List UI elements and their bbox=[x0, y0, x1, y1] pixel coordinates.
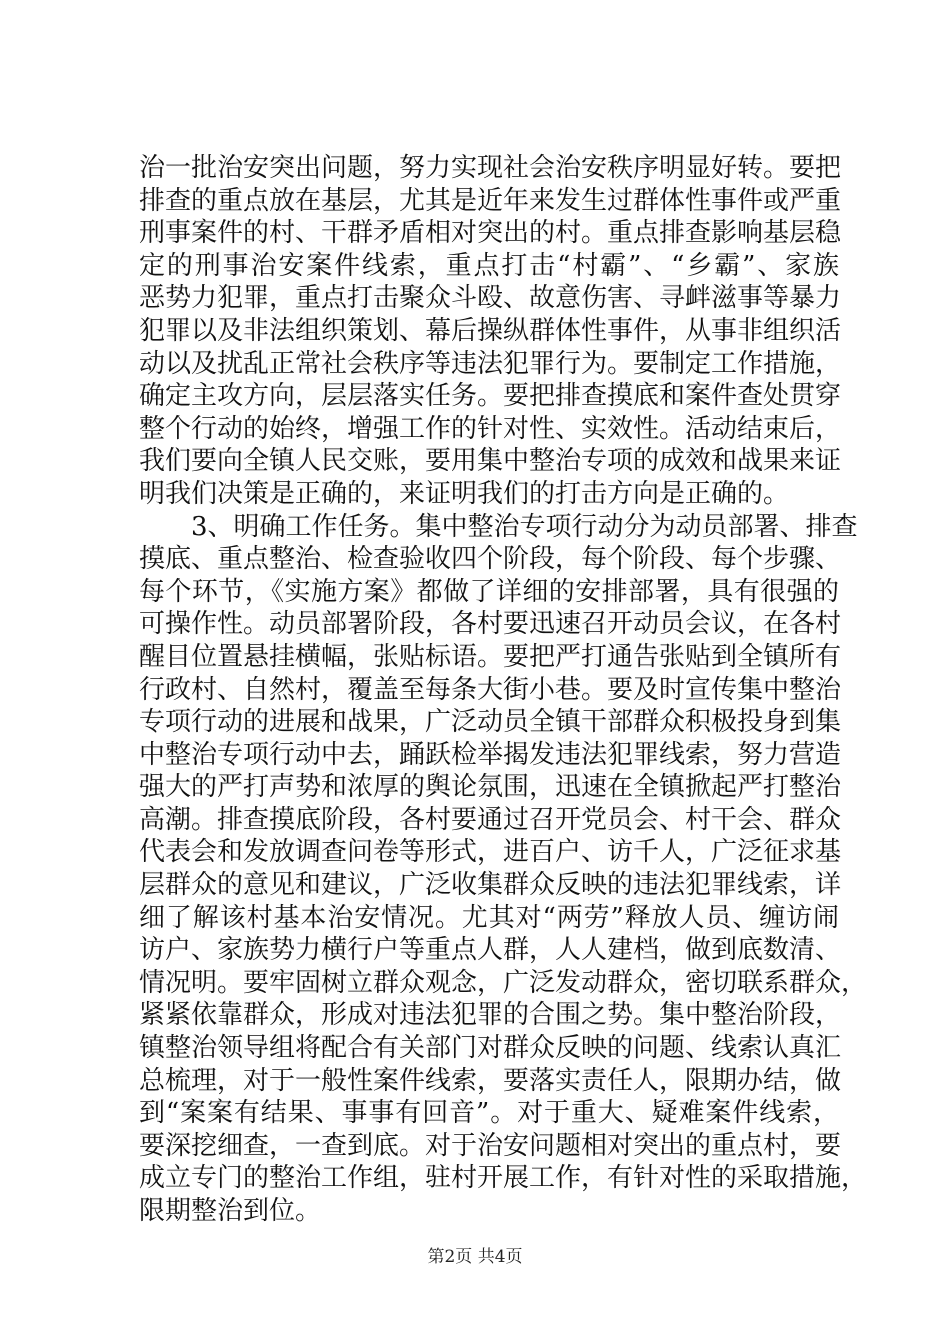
text-line: 访户、家族势力横行户等重点人群，人人建档，做到底数清、 bbox=[139, 935, 842, 966]
text-line: 镇整治领导组将配合有关部门对群众反映的问题、线索认真汇 bbox=[139, 1033, 842, 1064]
text-line: 总梳理，对于一般性案件线索，要落实责任人，限期办结，做 bbox=[139, 1065, 842, 1096]
text-line: 细了解该村基本治安情况。尤其对“两劳”释放人员、缠访闹 bbox=[139, 902, 839, 933]
text-line: 紧紧依靠群众，形成对违法犯罪的合围之势。集中整治阶段， bbox=[139, 1000, 842, 1031]
text-line: 代表会和发放调查问卷等形式，进百户、访千人，广泛征求基 bbox=[139, 837, 842, 868]
text-line: 每个环节，《实施方案》都做了详细的安排部署，具有很强的 bbox=[139, 576, 839, 607]
text-line: 我们要向全镇人民交账，要用集中整治专项的成效和战果来证 bbox=[139, 446, 842, 477]
text-line: 要深挖细查，一查到底。对于治安问题相对突出的重点村，要 bbox=[139, 1130, 842, 1161]
text-line: 确定主攻方向，层层落实任务。要把排查摸底和案件查处贯穿 bbox=[139, 381, 842, 412]
text-line: 动以及扰乱正常社会秩序等违法犯罪行为。要制定工作措施， bbox=[139, 348, 842, 379]
text-line: 可操作性。动员部署阶段，各村要迅速召开动员会议，在各村 bbox=[139, 609, 842, 640]
document-body bbox=[139, 152, 868, 1228]
text-line: 摸底、重点整治、检查验收四个阶段，每个阶段、每个步骤、 bbox=[139, 544, 842, 575]
text-line: 恶势力犯罪，重点打击聚众斗殴、故意伤害、寻衅滋事等暴力 bbox=[139, 283, 842, 314]
paragraph-start-line: 3、明确工作任务。集中整治专项行动分为动员部署、排查 bbox=[139, 511, 858, 542]
paragraph-end-line: 限期整治到位。 bbox=[139, 1196, 322, 1226]
text-line: 高潮。排查摸底阶段，各村要通过召开党员会、村干会、群众 bbox=[139, 804, 842, 835]
text-line: 整个行动的始终，增强工作的针对性、实效性。活动结束后， bbox=[139, 413, 842, 444]
paragraph-end-line: 明我们决策是正确的，来证明我们的打击方向是正确的。 bbox=[139, 478, 790, 509]
text-line: 专项行动的进展和战果，广泛动员全镇干部群众积极投身到集 bbox=[139, 707, 842, 738]
text-line: 治一批治安突出问题，努力实现社会治安秩序明显好转。要把 bbox=[139, 153, 842, 183]
text-line: 到“案案有结果、事事有回音”。对于重大、疑难案件线索， bbox=[139, 1098, 839, 1129]
text-line: 中整治专项行动中去，踊跃检举揭发违法犯罪线索，努力营造 bbox=[139, 739, 842, 770]
text-line: 成立专门的整治工作组，驻村开展工作，有针对性的采取措施， bbox=[139, 1163, 868, 1194]
text-line: 刑事案件的村、干群矛盾相对突出的村。重点排查影响基层稳 bbox=[139, 218, 842, 249]
text-line: 情况明。要牢固树立群众观念，广泛发动群众，密切联系群众， bbox=[139, 967, 868, 998]
text-line: 行政村、自然村，覆盖至每条大街小巷。要及时宣传集中整治 bbox=[139, 674, 842, 705]
text-line: 排查的重点放在基层，尤其是近年来发生过群体性事件或严重 bbox=[139, 185, 842, 216]
text-line: 醒目位置悬挂横幅，张贴标语。要把严打通告张贴到全镇所有 bbox=[139, 641, 842, 672]
text-line: 定的刑事治安案件线索，重点打击“村霸”、“乡霸”、家族 bbox=[139, 250, 839, 281]
page-number-footer: 第2页 共4页 bbox=[427, 1247, 523, 1267]
text-line: 犯罪以及非法组织策划、幕后操纵群体性事件，从事非组织活 bbox=[139, 315, 842, 346]
text-line: 强大的严打声势和浓厚的舆论氛围，迅速在全镇掀起严打整治 bbox=[139, 772, 842, 803]
text-line: 层群众的意见和建议，广泛收集群众反映的违法犯罪线索，详 bbox=[139, 870, 842, 901]
